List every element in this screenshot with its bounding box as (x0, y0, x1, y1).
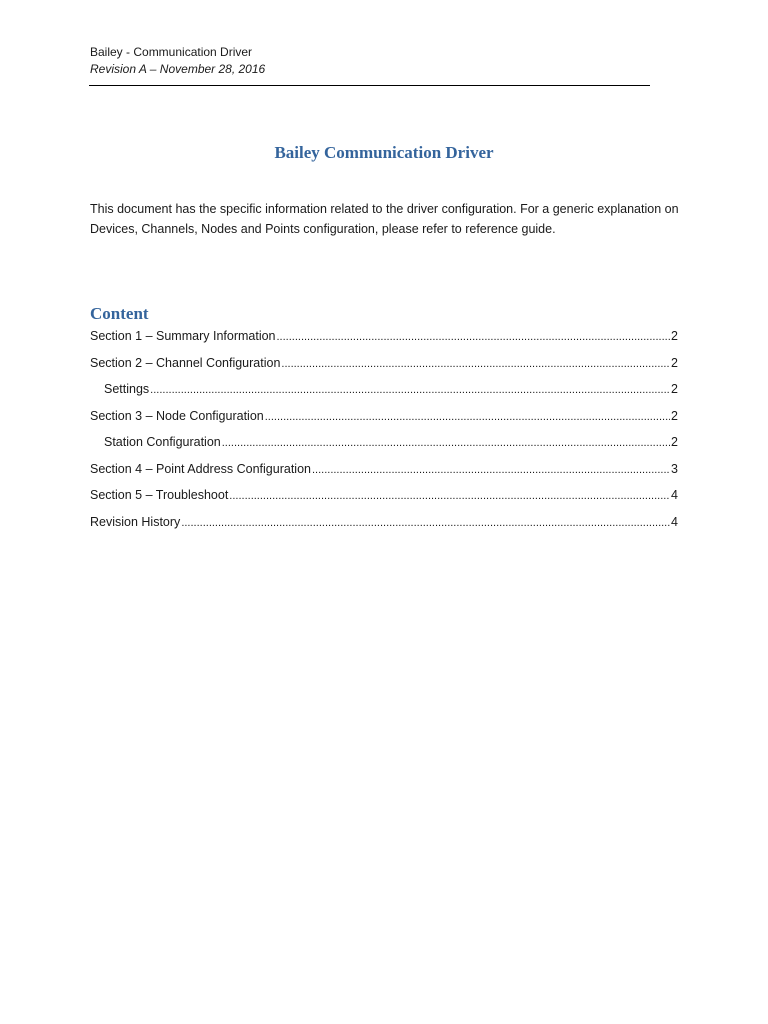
toc-entry-page: 2 (671, 435, 678, 449)
toc-entry[interactable] (90, 354, 678, 381)
toc-dot-leader (222, 434, 670, 452)
toc-dot-leader (181, 514, 670, 532)
table-of-contents (90, 327, 678, 539)
header-revision: Revision A – November 28, 2016 (90, 62, 266, 76)
header-divider (89, 85, 650, 86)
header-title: Bailey - Communication Driver (90, 45, 253, 59)
toc-heading: Content (90, 304, 149, 323)
toc-entry-label: Settings (104, 382, 150, 396)
toc-dot-leader (277, 328, 671, 346)
toc-dot-leader (312, 461, 670, 479)
toc-entry-label: Station Configuration (104, 435, 221, 449)
toc-entry[interactable] (90, 460, 678, 487)
document-title: Bailey Communication Driver (274, 143, 494, 162)
toc-entry-label: Section 3 – Node Configuration (90, 408, 264, 423)
intro-paragraph: This document has the specific information related to the driver configuration. For a generic explanation on Devices, Channels, Nodes and Points configuration, please refer to reference guide. (90, 202, 679, 236)
toc-entry-page: 4 (671, 514, 678, 529)
toc-entry-label: Section 2 – Channel Configuration (90, 355, 281, 370)
toc-entry-label: Revision History (90, 514, 181, 529)
toc-entry-page: 2 (671, 408, 678, 423)
toc-entry[interactable] (90, 513, 678, 540)
toc-entry[interactable] (90, 407, 678, 434)
page-header (90, 44, 650, 78)
toc-entry-label: Section 1 – Summary Information (90, 329, 276, 343)
toc-entry-page: 2 (671, 355, 678, 370)
toc-entry-label: Section 5 – Troubleshoot (90, 488, 229, 502)
toc-entry[interactable] (90, 327, 678, 354)
toc-entry-page: 3 (671, 461, 678, 476)
toc-dot-leader (281, 355, 670, 373)
toc-entry[interactable] (90, 433, 678, 460)
toc-dot-leader (265, 408, 670, 426)
toc-dot-leader (150, 381, 670, 399)
toc-entry-page: 4 (671, 488, 678, 502)
toc-entry-page: 2 (671, 329, 678, 343)
toc-dot-leader (229, 487, 670, 505)
toc-entry-page: 2 (671, 382, 678, 396)
toc-entry[interactable] (90, 486, 678, 513)
toc-entry-label: Section 4 – Point Address Configuration (90, 461, 311, 476)
toc-entry[interactable] (90, 380, 678, 407)
